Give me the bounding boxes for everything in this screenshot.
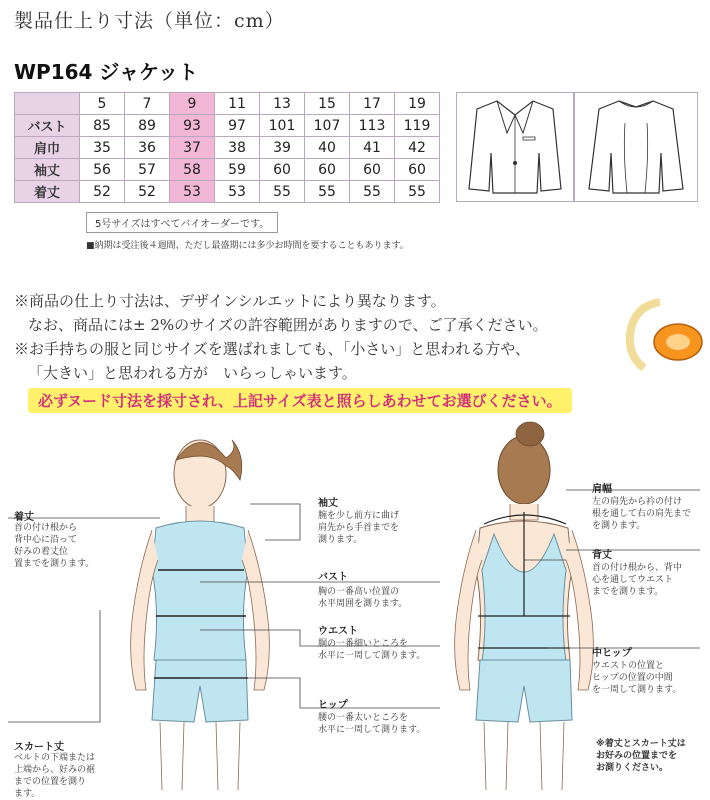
size-header-cell: 11 — [215, 93, 260, 115]
size-header-cell: 15 — [305, 93, 350, 115]
table-cell: 60 — [305, 159, 350, 181]
table-cell: 57 — [125, 159, 170, 181]
table-cell: 55 — [260, 181, 305, 203]
row-label: 肩巾 — [15, 137, 80, 159]
desc-bust: 胸の一番高い位置の 水平周囲を測ります。 — [318, 587, 408, 609]
table-cell: 56 — [80, 159, 125, 181]
table-cell: 55 — [395, 181, 440, 203]
disclaimer-line-3: ※お手持ちの服と同じサイズを選ばれましても、「小さい」と思われる方や、 — [14, 340, 531, 358]
desc-sleeve: 腕を少し前方に曲げ 肩先から手首までを 測ります。 — [318, 511, 400, 545]
table-row — [15, 137, 440, 159]
jacket-front-sketch — [456, 92, 574, 202]
desc-kitake: 首の付け根から 背中心に沿って 好みの着丈位 置までを測ります。 — [14, 523, 95, 569]
size-header-cell: 5 — [80, 93, 125, 115]
warning-banner: 必ずヌード寸法を採寸され、上記サイズ表と照らしあわせてお選びください。 — [28, 388, 572, 413]
jacket-front-icon — [457, 93, 573, 201]
row-label: バスト — [15, 115, 80, 137]
desc-skirt: ベルトの下端または 上端から、好みの裾 までの位置を測り ます。 — [14, 753, 96, 799]
table-cell: 36 — [125, 137, 170, 159]
table-cell: 113 — [350, 115, 395, 137]
row-label: 着丈 — [15, 181, 80, 203]
table-cell: 42 — [395, 137, 440, 159]
label-sleeve: 袖丈 — [318, 498, 338, 509]
desc-back-length: 首の付け根から、背中 心を通してウエスト までを測ります。 — [592, 563, 683, 597]
footnote: ※着丈とスカート丈は お好みの位置までを お測りください。 — [596, 739, 686, 773]
table-row — [15, 115, 440, 137]
desc-hip: 腰の一番太いところを 水平に一周して測ります。 — [318, 713, 426, 735]
size-header-cell: 7 — [125, 93, 170, 115]
table-row — [15, 159, 440, 181]
jacket-back-icon — [575, 93, 697, 201]
table-cell: 60 — [260, 159, 305, 181]
order-note: 5号サイズはすべてバイオーダーです。 — [86, 212, 278, 233]
table-cell: 101 — [260, 115, 305, 137]
table-cell: 60 — [350, 159, 395, 181]
table-cell: 55 — [350, 181, 395, 203]
disclaimer-line-2: なお、商品には± 2%のサイズの許容範囲がありますので、ご了承ください。 — [28, 316, 548, 334]
table-cell: 52 — [125, 181, 170, 203]
table-cell: 41 — [350, 137, 395, 159]
disclaimer-line-1: ※商品の仕上り寸法は、デザインシルエットにより異なります。 — [14, 292, 446, 310]
lead-time-note: ■納期は受注後４週間、ただし最盛期には多少お時間を要することもあります。 — [86, 241, 409, 251]
row-label: 袖丈 — [15, 159, 80, 181]
table-cell: 58 — [170, 159, 215, 181]
size-header-cell-highlight: 9 — [170, 93, 215, 115]
size-table — [14, 92, 440, 203]
desc-waist: 胴の一番細いところを 水平に一周して測ります。 — [318, 639, 426, 661]
tape-measure-icon — [620, 296, 706, 376]
table-cell: 60 — [395, 159, 440, 181]
table-cell: 52 — [80, 181, 125, 203]
table-cell: 40 — [305, 137, 350, 159]
size-header-cell: 17 — [350, 93, 395, 115]
table-cell: 89 — [125, 115, 170, 137]
table-cell: 59 — [215, 159, 260, 181]
table-corner-cell — [15, 93, 80, 115]
size-header-row — [15, 93, 440, 115]
table-row — [15, 181, 440, 203]
table-cell: 93 — [170, 115, 215, 137]
table-cell: 55 — [305, 181, 350, 203]
table-cell: 35 — [80, 137, 125, 159]
table-cell: 119 — [395, 115, 440, 137]
table-cell: 39 — [260, 137, 305, 159]
label-kitake: 着丈 — [14, 512, 34, 523]
table-cell: 53 — [215, 181, 260, 203]
label-waist: ウエスト — [318, 626, 358, 637]
front-figure — [131, 440, 270, 790]
table-cell: 107 — [305, 115, 350, 137]
size-header-cell: 13 — [260, 93, 305, 115]
label-mid-hip: 中ヒップ — [592, 648, 632, 659]
product-title: WP164 ジャケット — [14, 60, 199, 84]
table-cell: 53 — [170, 181, 215, 203]
page-title: 製品仕上り寸法（単位：cm） — [14, 10, 285, 32]
table-cell: 38 — [215, 137, 260, 159]
label-bust: バスト — [318, 572, 348, 583]
desc-mid-hip: ウエストの位置と ヒップの位置の中間 を一周して測ります。 — [592, 661, 682, 695]
size-header-cell: 19 — [395, 93, 440, 115]
disclaimer-line-4: 「大きい」と思われる方が いらっしゃいます。 — [28, 364, 357, 382]
desc-shoulder: 左の肩先から衿の付け 根を通して右の肩先まで を測ります。 — [592, 497, 692, 531]
label-hip: ヒップ — [318, 700, 348, 711]
back-figure — [455, 422, 594, 790]
jacket-back-sketch — [574, 92, 698, 202]
label-skirt: スカート丈 — [14, 742, 64, 753]
table-cell: 37 — [170, 137, 215, 159]
label-back-length: 背丈 — [592, 550, 612, 561]
label-shoulder: 肩幅 — [592, 484, 612, 495]
table-cell: 97 — [215, 115, 260, 137]
table-cell: 85 — [80, 115, 125, 137]
